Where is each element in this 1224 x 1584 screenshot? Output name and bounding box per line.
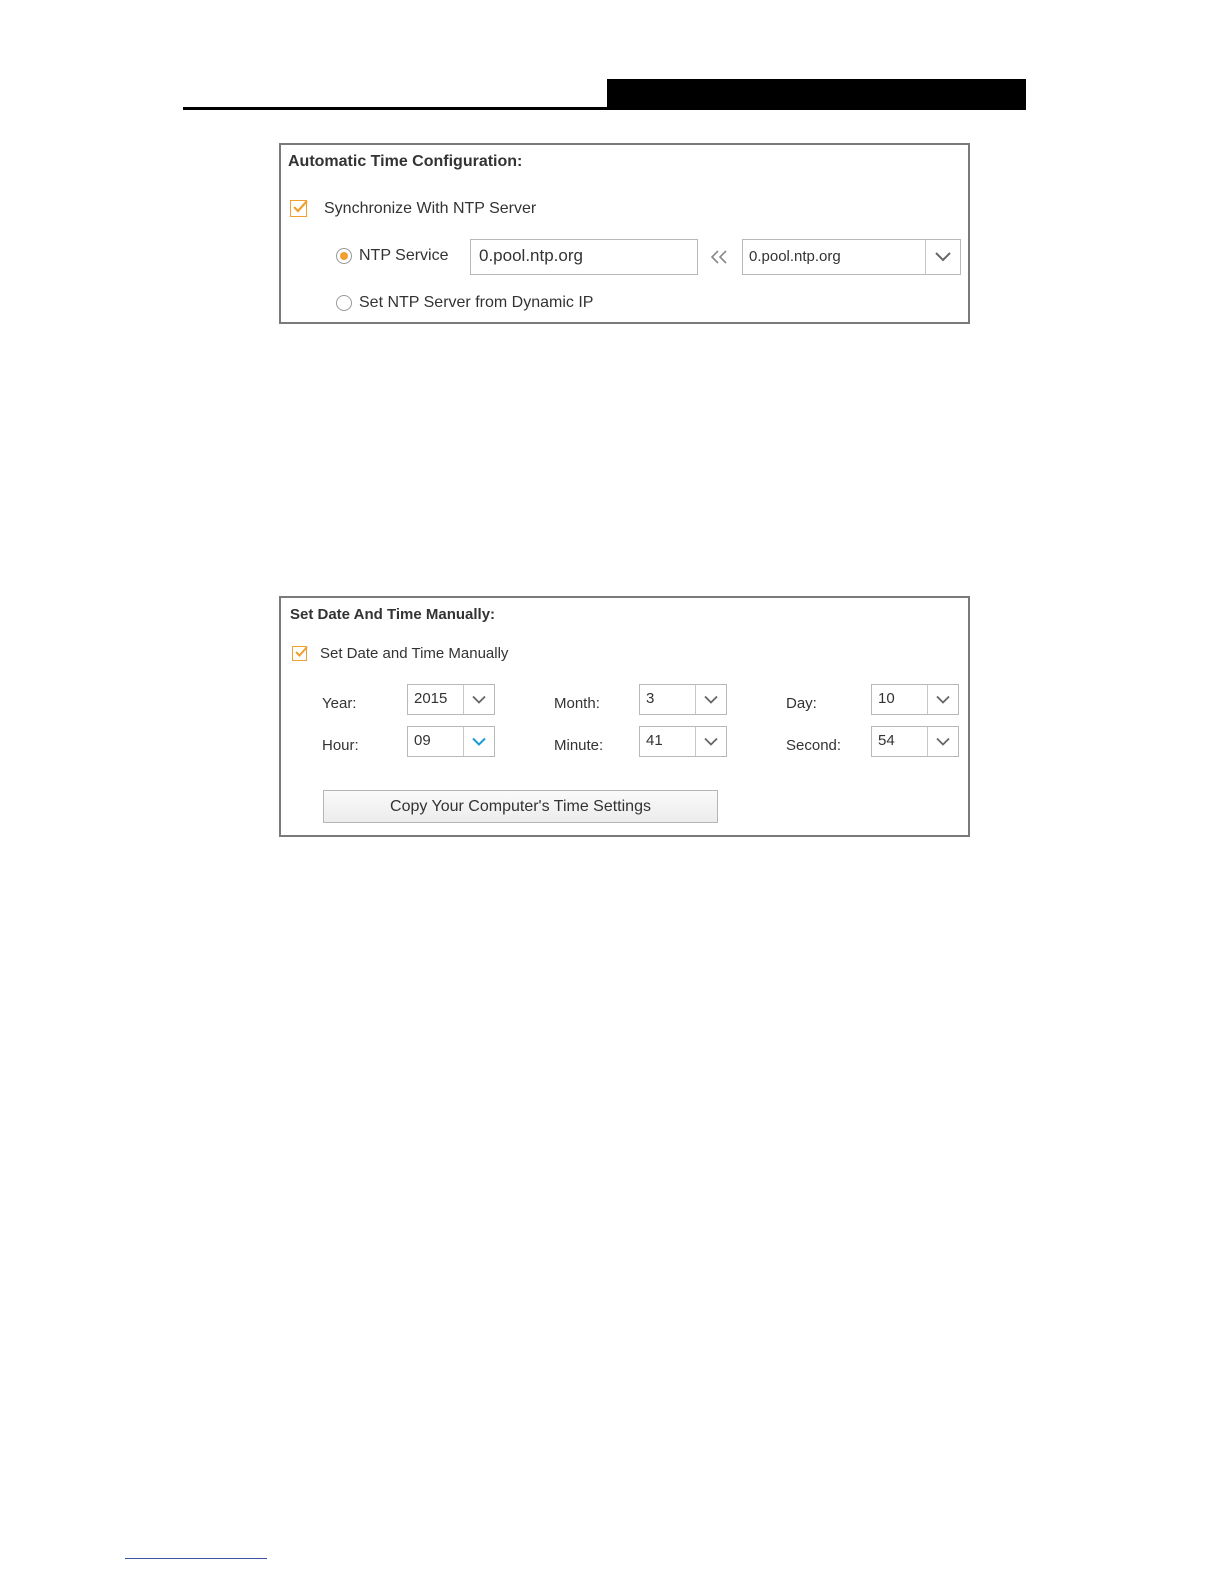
header-black-tab: [607, 79, 1026, 108]
ntp-service-label: NTP Service: [359, 247, 449, 264]
chevron-down-icon: [936, 737, 950, 746]
dropdown-arrow[interactable]: [927, 685, 958, 714]
month-value: 3: [646, 690, 655, 707]
year-label: Year:: [322, 695, 357, 712]
chevron-down-icon: [472, 695, 486, 704]
footer-rule: [125, 1558, 267, 1559]
chevron-down-icon: [704, 695, 718, 704]
hour-label: Hour:: [322, 737, 359, 754]
header-rule: [183, 107, 1026, 110]
minute-value: 41: [646, 732, 663, 749]
dropdown-arrow[interactable]: [463, 727, 494, 756]
ntp-server-input[interactable]: 0.pool.ntp.org: [470, 239, 698, 275]
ntp-server-select-value: 0.pool.ntp.org: [749, 248, 841, 265]
chevron-down-icon: [472, 737, 486, 746]
dynamic-ip-label: Set NTP Server from Dynamic IP: [359, 294, 594, 311]
chevron-down-icon: [935, 252, 951, 262]
sync-ntp-checkbox[interactable]: [290, 200, 307, 217]
automatic-time-panel: [279, 143, 970, 324]
ntp-server-select[interactable]: [742, 239, 961, 275]
month-label: Month:: [554, 695, 600, 712]
dropdown-arrow[interactable]: [463, 685, 494, 714]
dropdown-arrow[interactable]: [927, 727, 958, 756]
year-select[interactable]: [407, 684, 495, 715]
dropdown-arrow[interactable]: [695, 727, 726, 756]
year-value: 2015: [414, 690, 448, 707]
day-select[interactable]: [871, 684, 959, 715]
minute-select[interactable]: [639, 726, 727, 757]
ntp-service-radio[interactable]: [336, 248, 352, 264]
dynamic-ip-radio[interactable]: [336, 295, 352, 311]
panel-title: Automatic Time Configuration:: [288, 153, 523, 170]
day-value: 10: [878, 690, 895, 707]
day-label: Day:: [786, 695, 817, 712]
manual-time-panel: [279, 596, 970, 837]
second-label: Second:: [786, 737, 842, 754]
dropdown-arrow[interactable]: [925, 240, 960, 274]
dropdown-arrow[interactable]: [695, 685, 726, 714]
minute-label: Minute:: [554, 737, 604, 754]
hour-select[interactable]: [407, 726, 495, 757]
panel-title: Set Date And Time Manually:: [290, 606, 496, 623]
checkmark-icon: [294, 645, 310, 659]
second-select[interactable]: [871, 726, 959, 757]
manual-time-label: Set Date and Time Manually: [320, 645, 509, 662]
chevron-down-icon: [704, 737, 718, 746]
chevron-down-icon: [936, 695, 950, 704]
sync-ntp-label: Synchronize With NTP Server: [324, 200, 537, 217]
second-value: 54: [878, 732, 895, 749]
checkmark-icon: [292, 199, 310, 215]
manual-time-checkbox[interactable]: [292, 646, 307, 661]
double-chevron-left-icon[interactable]: [709, 249, 731, 265]
copy-computer-time-button[interactable]: Copy Your Computer's Time Settings: [323, 790, 718, 823]
month-select[interactable]: [639, 684, 727, 715]
hour-value: 09: [414, 732, 431, 749]
